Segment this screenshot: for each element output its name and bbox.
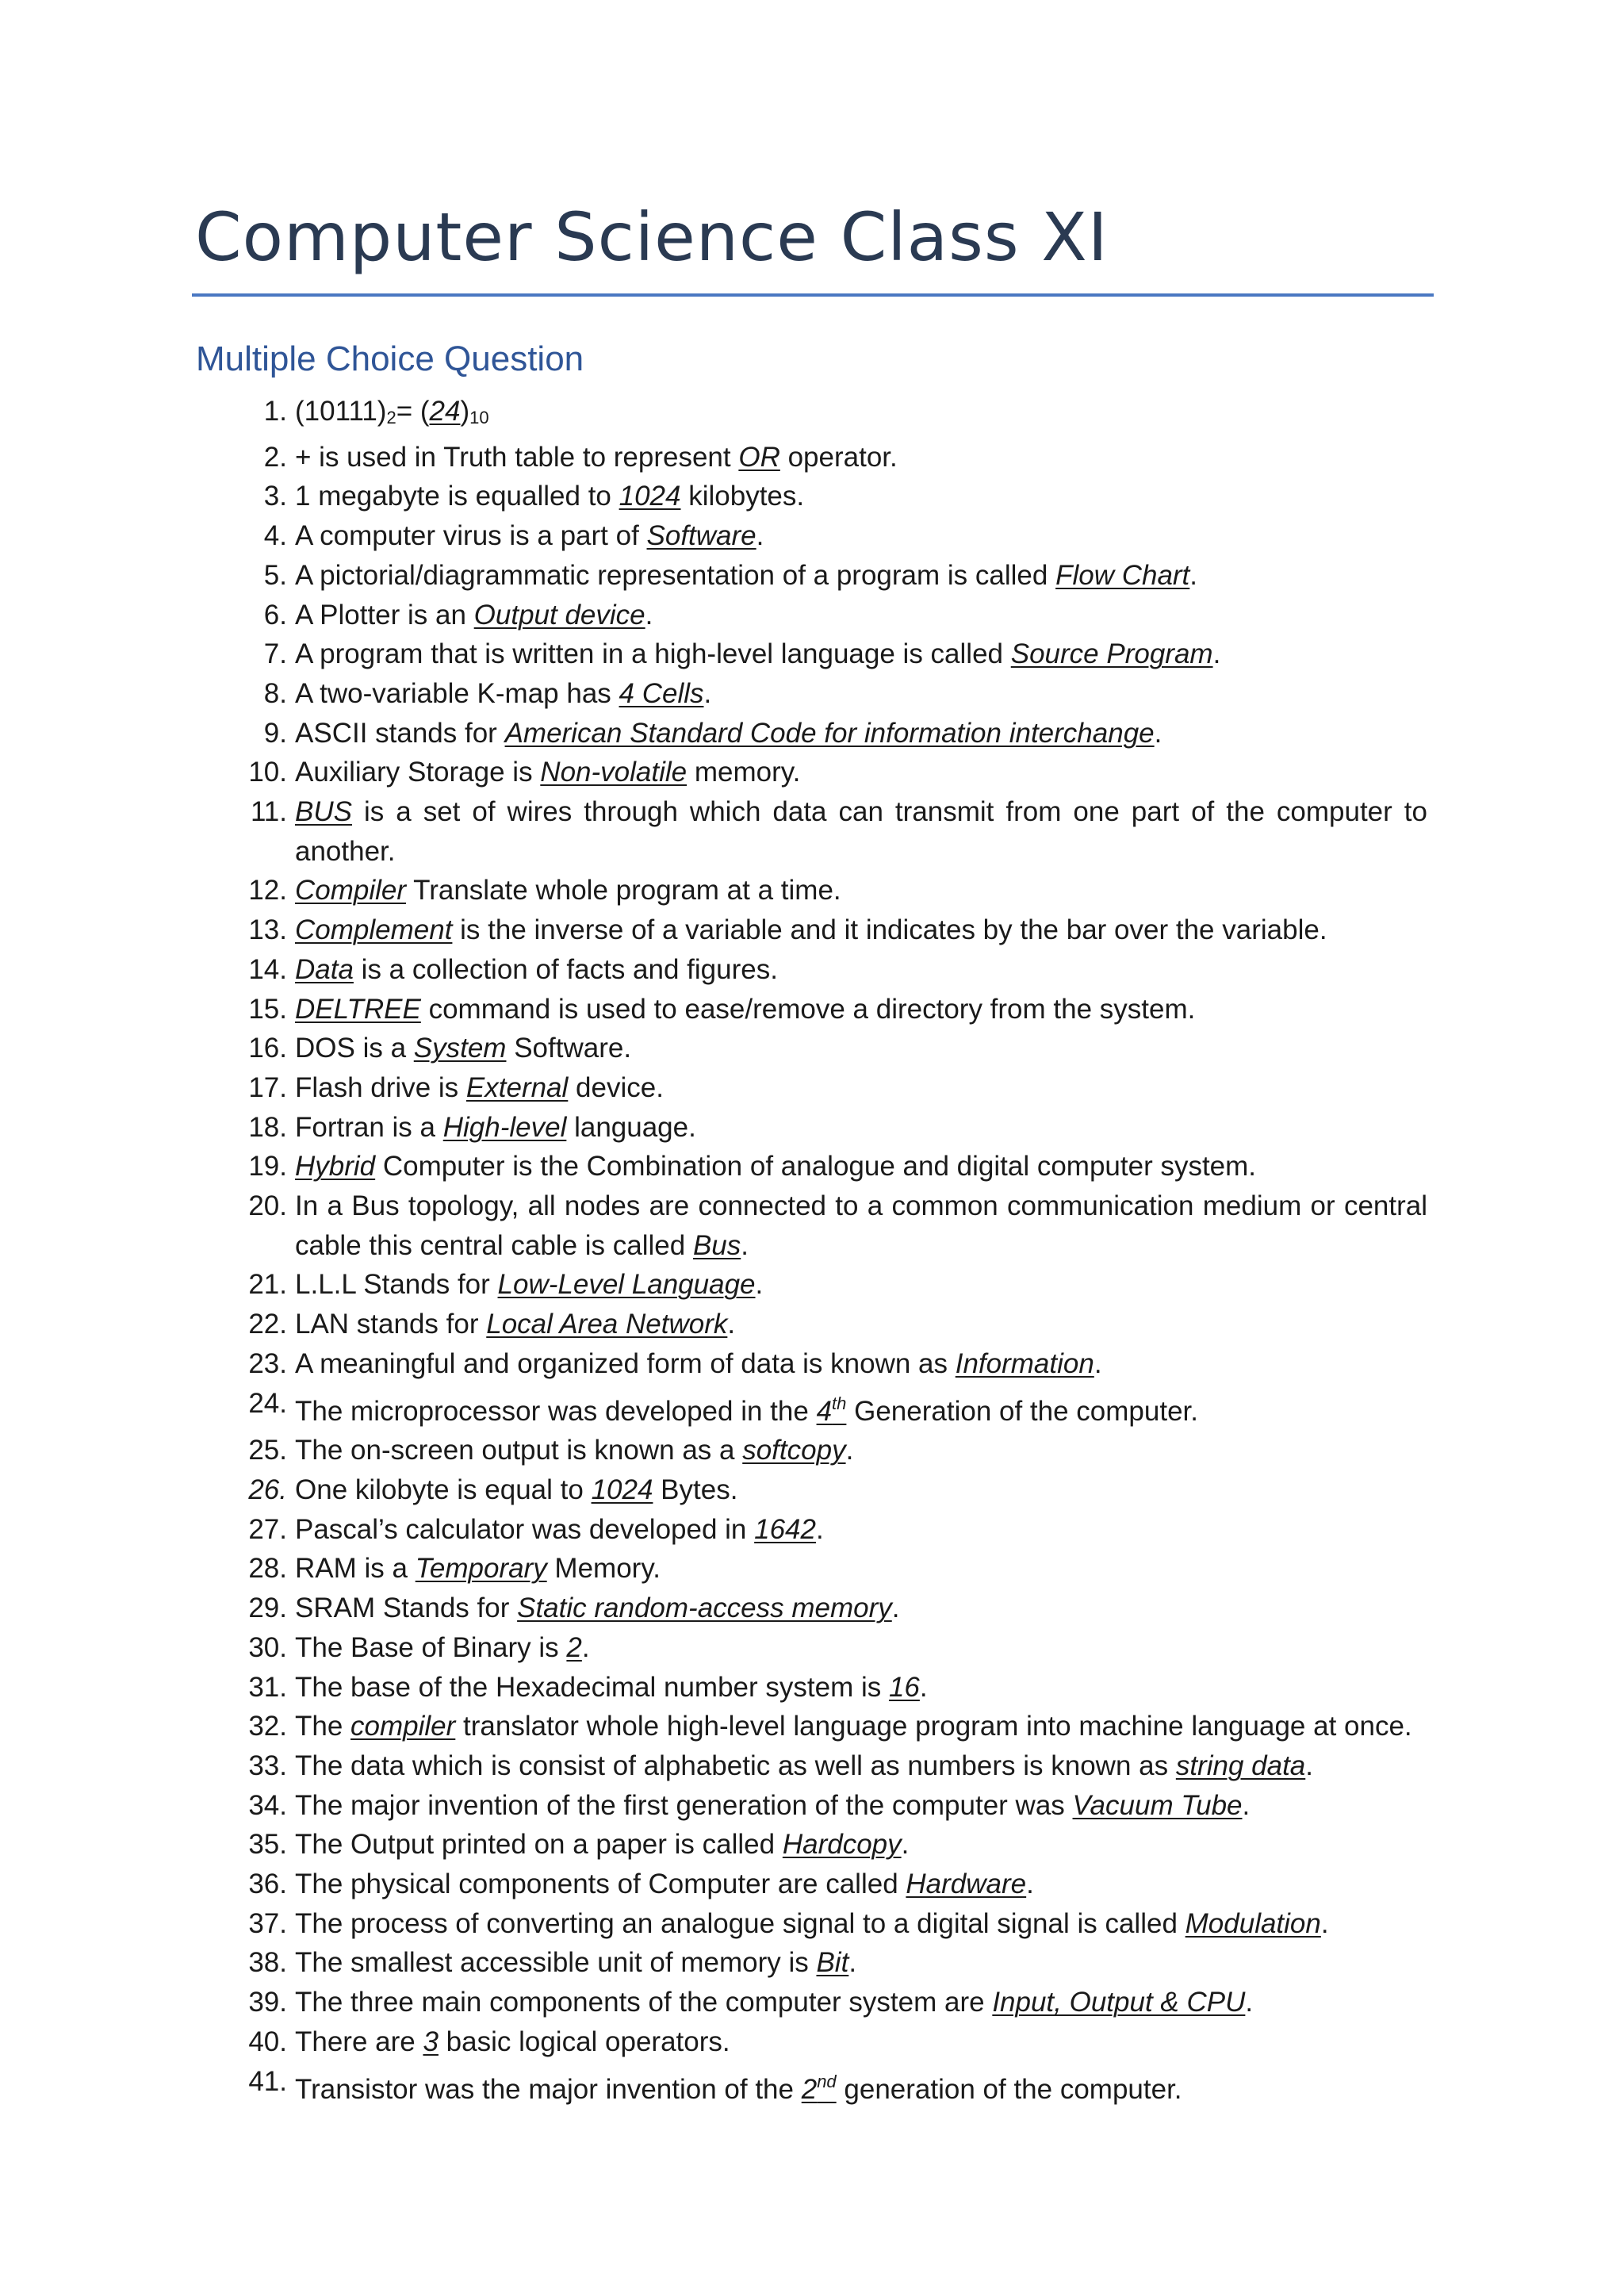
section-heading: Multiple Choice Question <box>196 339 584 378</box>
question-item <box>238 634 1427 674</box>
question-text: The smallest accessible unit of memory is <box>295 1947 817 1979</box>
answer: OR <box>738 441 780 473</box>
answer: System <box>413 1033 507 1064</box>
answer: High-level <box>442 1111 567 1143</box>
answer: Vacuum Tube <box>1072 1789 1243 1821</box>
question-text: . <box>1026 1869 1034 1900</box>
question-number: 36. <box>248 1869 287 1900</box>
question-number: 35. <box>248 1829 287 1861</box>
question-number: 21. <box>248 1269 287 1301</box>
question-item <box>238 1943 1427 1983</box>
answer: 2 <box>566 1631 582 1663</box>
question-text: ASCII stands for <box>295 717 505 749</box>
answer: DELTREE <box>295 993 421 1025</box>
question-text: . <box>891 1593 900 1624</box>
answer: Hybrid <box>295 1151 376 1182</box>
question-item <box>238 1904 1427 1944</box>
answer: string data <box>1175 1750 1306 1781</box>
question-item <box>238 1510 1427 1550</box>
question-text: In a Bus topology, all nodes are connected to a common communication medium or central cable this central cable is called <box>295 1190 1427 1261</box>
question-item <box>238 1549 1427 1589</box>
question-item <box>238 1707 1427 1746</box>
question-text: . <box>581 1631 590 1663</box>
question-item <box>238 1470 1427 1510</box>
question-text: The microprocessor was developed in the <box>295 1395 817 1427</box>
question-number: 14. <box>248 953 287 985</box>
question-text: The data which is consist of alphabetic as well as numbers is known as <box>295 1750 1176 1781</box>
question-text: A pictorial/diagrammatic representation of a program is called <box>295 559 1056 591</box>
question-text: There are <box>295 2026 423 2057</box>
question-text: ) <box>460 396 470 427</box>
question-text: Translate whole program at a time. <box>406 875 841 907</box>
question-text: The base of the Hexadecimal number system is <box>295 1671 889 1703</box>
question-text: . <box>1305 1750 1313 1781</box>
question-number: 19. <box>248 1151 287 1182</box>
question-text: . <box>1154 717 1162 749</box>
question-number: 5. <box>263 559 287 591</box>
question-item <box>238 1983 1427 2022</box>
answer: Compiler <box>295 875 407 907</box>
document-title: Computer Science Class XI <box>195 198 1109 276</box>
question-item <box>238 1265 1427 1305</box>
question-text: LAN stands for <box>295 1309 487 1340</box>
question-text: . <box>645 599 653 631</box>
answer: External <box>465 1071 569 1103</box>
question-text: . <box>703 677 712 709</box>
question-number: 8. <box>263 677 287 709</box>
question-number: 26. <box>248 1474 287 1505</box>
question-number: 25. <box>248 1435 287 1466</box>
question-number: 11. <box>250 796 287 828</box>
question-text: The physical components of Computer are called <box>295 1869 906 1900</box>
answer: Source Program <box>1010 638 1213 670</box>
question-text: . <box>1245 1987 1254 2018</box>
answer: 16 <box>888 1671 920 1703</box>
question-number: 7. <box>263 638 287 670</box>
question-text: The Base of Binary is <box>295 1631 567 1663</box>
answer: 4 Cells <box>619 677 704 709</box>
question-item <box>238 516 1427 556</box>
question-text: memory. <box>687 757 801 788</box>
question-text: (10111) <box>295 396 387 427</box>
question-item <box>238 1029 1427 1068</box>
question-item <box>238 596 1427 635</box>
question-text: . <box>1212 638 1221 670</box>
question-text: A meaningful and organized form of data is known as <box>295 1347 956 1379</box>
question-text: is the inverse of a variable and it indicates by the bar over the variable. <box>452 914 1327 946</box>
question-item <box>238 477 1427 516</box>
question-text: . <box>919 1671 928 1703</box>
question-item <box>238 1746 1427 1786</box>
question-text: RAM is a <box>295 1553 416 1585</box>
question-text: DOS is a <box>295 1033 414 1064</box>
answer-value: 2 <box>801 2073 818 2105</box>
question-text: A two-variable K-map has <box>295 677 619 709</box>
answer: Modulation <box>1185 1907 1321 1939</box>
question-text: language. <box>566 1111 696 1143</box>
question-number: 15. <box>248 993 287 1025</box>
question-text: . <box>741 1229 749 1261</box>
question-text: A program that is written in a high-level language is called <box>295 638 1011 670</box>
question-number: 10. <box>248 757 287 788</box>
answer: Output device <box>473 599 645 631</box>
superscript: th <box>832 1393 847 1413</box>
question-item <box>238 556 1427 596</box>
question-text: The Output printed on a paper is called <box>295 1829 783 1861</box>
question-number: 37. <box>248 1907 287 1939</box>
question-number: 33. <box>248 1750 287 1781</box>
question-item <box>238 2062 1427 2110</box>
question-item <box>238 792 1427 871</box>
question-item <box>238 1147 1427 1186</box>
question-text: The on-screen output is known as a <box>295 1435 743 1466</box>
answer: compiler <box>350 1711 456 1742</box>
question-item <box>238 1108 1427 1148</box>
subscript: 2 <box>386 408 396 427</box>
question-text: Bytes. <box>653 1474 738 1505</box>
question-number: 20. <box>248 1190 287 1222</box>
question-number: 3. <box>263 481 287 512</box>
question-number: 28. <box>248 1553 287 1585</box>
question-number: 23. <box>248 1347 287 1379</box>
answer <box>801 2071 837 2105</box>
question-item <box>238 990 1427 1029</box>
question-text: command is used to ease/remove a directory from the system. <box>420 993 1196 1025</box>
question-item <box>238 1344 1427 1384</box>
question-number: 17. <box>248 1071 287 1103</box>
question-item <box>238 1825 1427 1865</box>
question-text: . <box>727 1309 736 1340</box>
question-text: Pascal’s calculator was developed in <box>295 1513 755 1545</box>
question-number: 31. <box>248 1671 287 1703</box>
question-text: = ( <box>396 396 430 427</box>
question-item <box>238 2022 1427 2062</box>
question-number: 38. <box>248 1947 287 1979</box>
answer: Low-Level Language <box>497 1269 756 1301</box>
question-text: . <box>755 1269 764 1301</box>
question-item <box>238 910 1427 950</box>
question-text: The three main components of the computer system are <box>295 1987 993 2018</box>
question-item <box>238 392 1427 438</box>
answer: BUS <box>295 796 352 828</box>
answer: Static random-access memory <box>517 1593 892 1624</box>
question-text: . <box>756 520 764 552</box>
question-number: 4. <box>263 520 287 552</box>
question-item <box>238 1186 1427 1265</box>
subscript: 10 <box>469 408 489 427</box>
question-number: 9. <box>263 717 287 749</box>
answer: 3 <box>423 2026 439 2057</box>
answer <box>816 1393 847 1427</box>
question-item <box>238 1384 1427 1432</box>
answer: American Standard Code for information interchange <box>504 717 1155 749</box>
question-text: . <box>901 1829 910 1861</box>
question-number: 41. <box>248 2065 287 2097</box>
question-text: The major invention of the first generation of the computer was <box>295 1789 1073 1821</box>
superscript: nd <box>817 2071 837 2091</box>
question-number: 29. <box>248 1593 287 1624</box>
question-number: 2. <box>263 441 287 473</box>
question-text: The <box>295 1711 351 1742</box>
question-number: 30. <box>248 1631 287 1663</box>
question-text: Transistor was the major invention of the <box>295 2073 802 2105</box>
question-text: is a set of wires through which data can transmit from one part of the computer to another. <box>295 796 1427 867</box>
question-text: Generation of the computer. <box>846 1395 1198 1427</box>
question-item <box>238 438 1427 477</box>
answer: Information <box>955 1347 1094 1379</box>
question-text: Software. <box>506 1033 632 1064</box>
question-item <box>238 871 1427 910</box>
question-number: 13. <box>248 914 287 946</box>
question-number: 27. <box>248 1513 287 1545</box>
answer: Hardware <box>906 1869 1027 1900</box>
answer: softcopy <box>742 1435 846 1466</box>
question-text: L.L.L Stands for <box>295 1269 498 1301</box>
question-text: 1 megabyte is equalled to <box>295 481 619 512</box>
question-text: . <box>848 1947 857 1979</box>
question-text: Fortran is a <box>295 1111 443 1143</box>
question-number: 40. <box>248 2026 287 2057</box>
answer-value: 4 <box>816 1395 833 1427</box>
answer: Temporary <box>415 1553 547 1585</box>
question-item <box>238 1431 1427 1470</box>
answer: Flow Chart <box>1055 559 1190 591</box>
question-item <box>238 1865 1427 1904</box>
answer: 24 <box>429 396 461 427</box>
question-number: 6. <box>263 599 287 631</box>
question-number: 22. <box>248 1309 287 1340</box>
question-text: Auxiliary Storage is <box>295 757 541 788</box>
answer: 1024 <box>619 481 681 512</box>
question-text: kilobytes. <box>680 481 805 512</box>
answer: Data <box>295 953 354 985</box>
question-item <box>238 714 1427 753</box>
question-text: One kilobyte is equal to <box>295 1474 592 1505</box>
question-item <box>238 1786 1427 1826</box>
question-list <box>238 392 1427 2109</box>
question-text: Memory. <box>546 1553 661 1585</box>
question-text: . <box>1320 1907 1329 1939</box>
answer: Non-volatile <box>540 757 688 788</box>
answer: Software <box>646 520 756 552</box>
question-text: operator. <box>779 441 898 473</box>
question-item <box>238 1589 1427 1628</box>
answer: Local Area Network <box>486 1309 728 1340</box>
question-item <box>238 1068 1427 1108</box>
question-item <box>238 1628 1427 1668</box>
question-item <box>238 1305 1427 1344</box>
question-number: 24. <box>248 1387 287 1419</box>
question-text: is a collection of facts and figures. <box>353 953 778 985</box>
question-number: 18. <box>248 1111 287 1143</box>
question-number: 34. <box>248 1789 287 1821</box>
answer: Hardcopy <box>782 1829 902 1861</box>
question-item <box>238 950 1427 990</box>
question-text: . <box>1189 559 1198 591</box>
question-text: + is used in Truth table to represent <box>295 441 739 473</box>
answer: Bit <box>816 1947 849 1979</box>
question-text: device. <box>568 1071 664 1103</box>
question-text: . <box>1094 1347 1102 1379</box>
question-number: 1. <box>263 396 287 427</box>
question-text: translator whole high-level language program into machine language at once. <box>455 1711 1412 1742</box>
answer: Complement <box>295 914 453 946</box>
question-text: SRAM Stands for <box>295 1593 518 1624</box>
question-number: 12. <box>248 875 287 907</box>
question-text: . <box>816 1513 824 1545</box>
question-item <box>238 1668 1427 1708</box>
question-text: Computer is the Combination of analogue and digital computer system. <box>375 1151 1257 1182</box>
question-text: A computer virus is a part of <box>295 520 647 552</box>
question-text: basic logical operators. <box>438 2026 730 2057</box>
answer: 1642 <box>754 1513 816 1545</box>
question-text: . <box>845 1435 854 1466</box>
question-text: generation of the computer. <box>836 2073 1182 2105</box>
question-text: Flash drive is <box>295 1071 466 1103</box>
question-text: A Plotter is an <box>295 599 474 631</box>
question-text: The process of converting an analogue signal to a digital signal is called <box>295 1907 1185 1939</box>
question-text: . <box>1242 1789 1251 1821</box>
question-item <box>238 674 1427 714</box>
question-number: 16. <box>248 1033 287 1064</box>
answer: 1024 <box>591 1474 653 1505</box>
question-number: 32. <box>248 1711 287 1742</box>
title-underline-rule <box>192 293 1434 297</box>
question-number: 39. <box>248 1987 287 2018</box>
question-item <box>238 753 1427 792</box>
answer: Input, Output & CPU <box>992 1987 1246 2018</box>
answer: Bus <box>692 1229 741 1261</box>
